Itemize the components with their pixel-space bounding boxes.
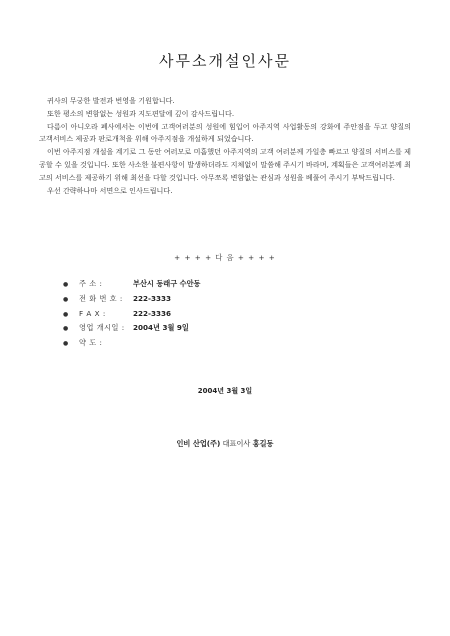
signer-role: 대표이사 (222, 439, 251, 448)
paragraph-4: 이번 아주지점 개설을 계기로 그 동안 여러모로 미흡했던 아주지역의 고객 여러분께 가일층 빠르고 양질의 서비스를 제공할 수 있을 것입니다. 또한 사소한 불편사항이 발생하더라도 지체없이 말씀해 주시기 바라며, 계획들은 고객여러분께 최고의 서비스를 제공하기 위해 최선을 다할 것입니다. 아무쪼록 변함없는 관심과 성원을 베풀어 주시기 부탁드립니다. (39, 147, 411, 182)
info-label: F A X : (79, 308, 106, 318)
info-item-fax (63, 307, 201, 322)
info-value: 부산시 동래구 수안동 (133, 279, 201, 288)
document-date: 2004년 3월 3일 (197, 387, 253, 395)
paragraph-5: 우선 간략하나마 서면으로 인사드립니다. (47, 185, 173, 195)
signature-line (0, 439, 450, 449)
company-name: 인비 산업(주) (176, 439, 221, 448)
office-info-list (63, 277, 201, 351)
paragraph-3: 다름이 아니오라 폐사에서는 이번에 고객여러분의 성원에 힘입어 아주지역 사업활동의 강화에 주안점을 두고 양질의 고객서비스 제공과 판로개척을 위해 아주지점을 개설하게 되었습니다. (39, 121, 411, 144)
info-label: 주 소 : (79, 279, 103, 288)
info-value: 222-3333 (133, 293, 171, 303)
greeting-body (39, 95, 411, 197)
document-title: 사무소개설인사문 (159, 52, 291, 70)
info-item-opening-date (63, 321, 201, 336)
paragraph-2: 또한 평소의 변함없는 성원과 지도편달에 깊이 감사드립니다. (47, 108, 235, 118)
bullet-icon: ● (63, 295, 69, 303)
bullet-icon: ● (63, 325, 69, 333)
bullet-icon: ● (63, 281, 69, 288)
info-label: 약 도 : (79, 338, 103, 348)
info-item-address (63, 277, 201, 292)
info-label: 전 화 번 호 : (79, 293, 123, 303)
info-item-phone (63, 292, 201, 307)
bullet-icon: ● (63, 340, 69, 348)
notice-divider: + + + + 다 음 + + + + (174, 253, 276, 262)
info-label: 영업 개시일 : (79, 323, 125, 333)
info-value: 222-3336 (133, 308, 171, 318)
signer-name: 홍길동 (252, 439, 274, 448)
paragraph-1: 귀사의 무궁한 발전과 번영을 기원합니다. (47, 96, 175, 105)
bullet-icon: ● (63, 310, 69, 318)
info-value: 2004년 3월 9일 (133, 323, 189, 333)
info-item-map (63, 336, 201, 351)
